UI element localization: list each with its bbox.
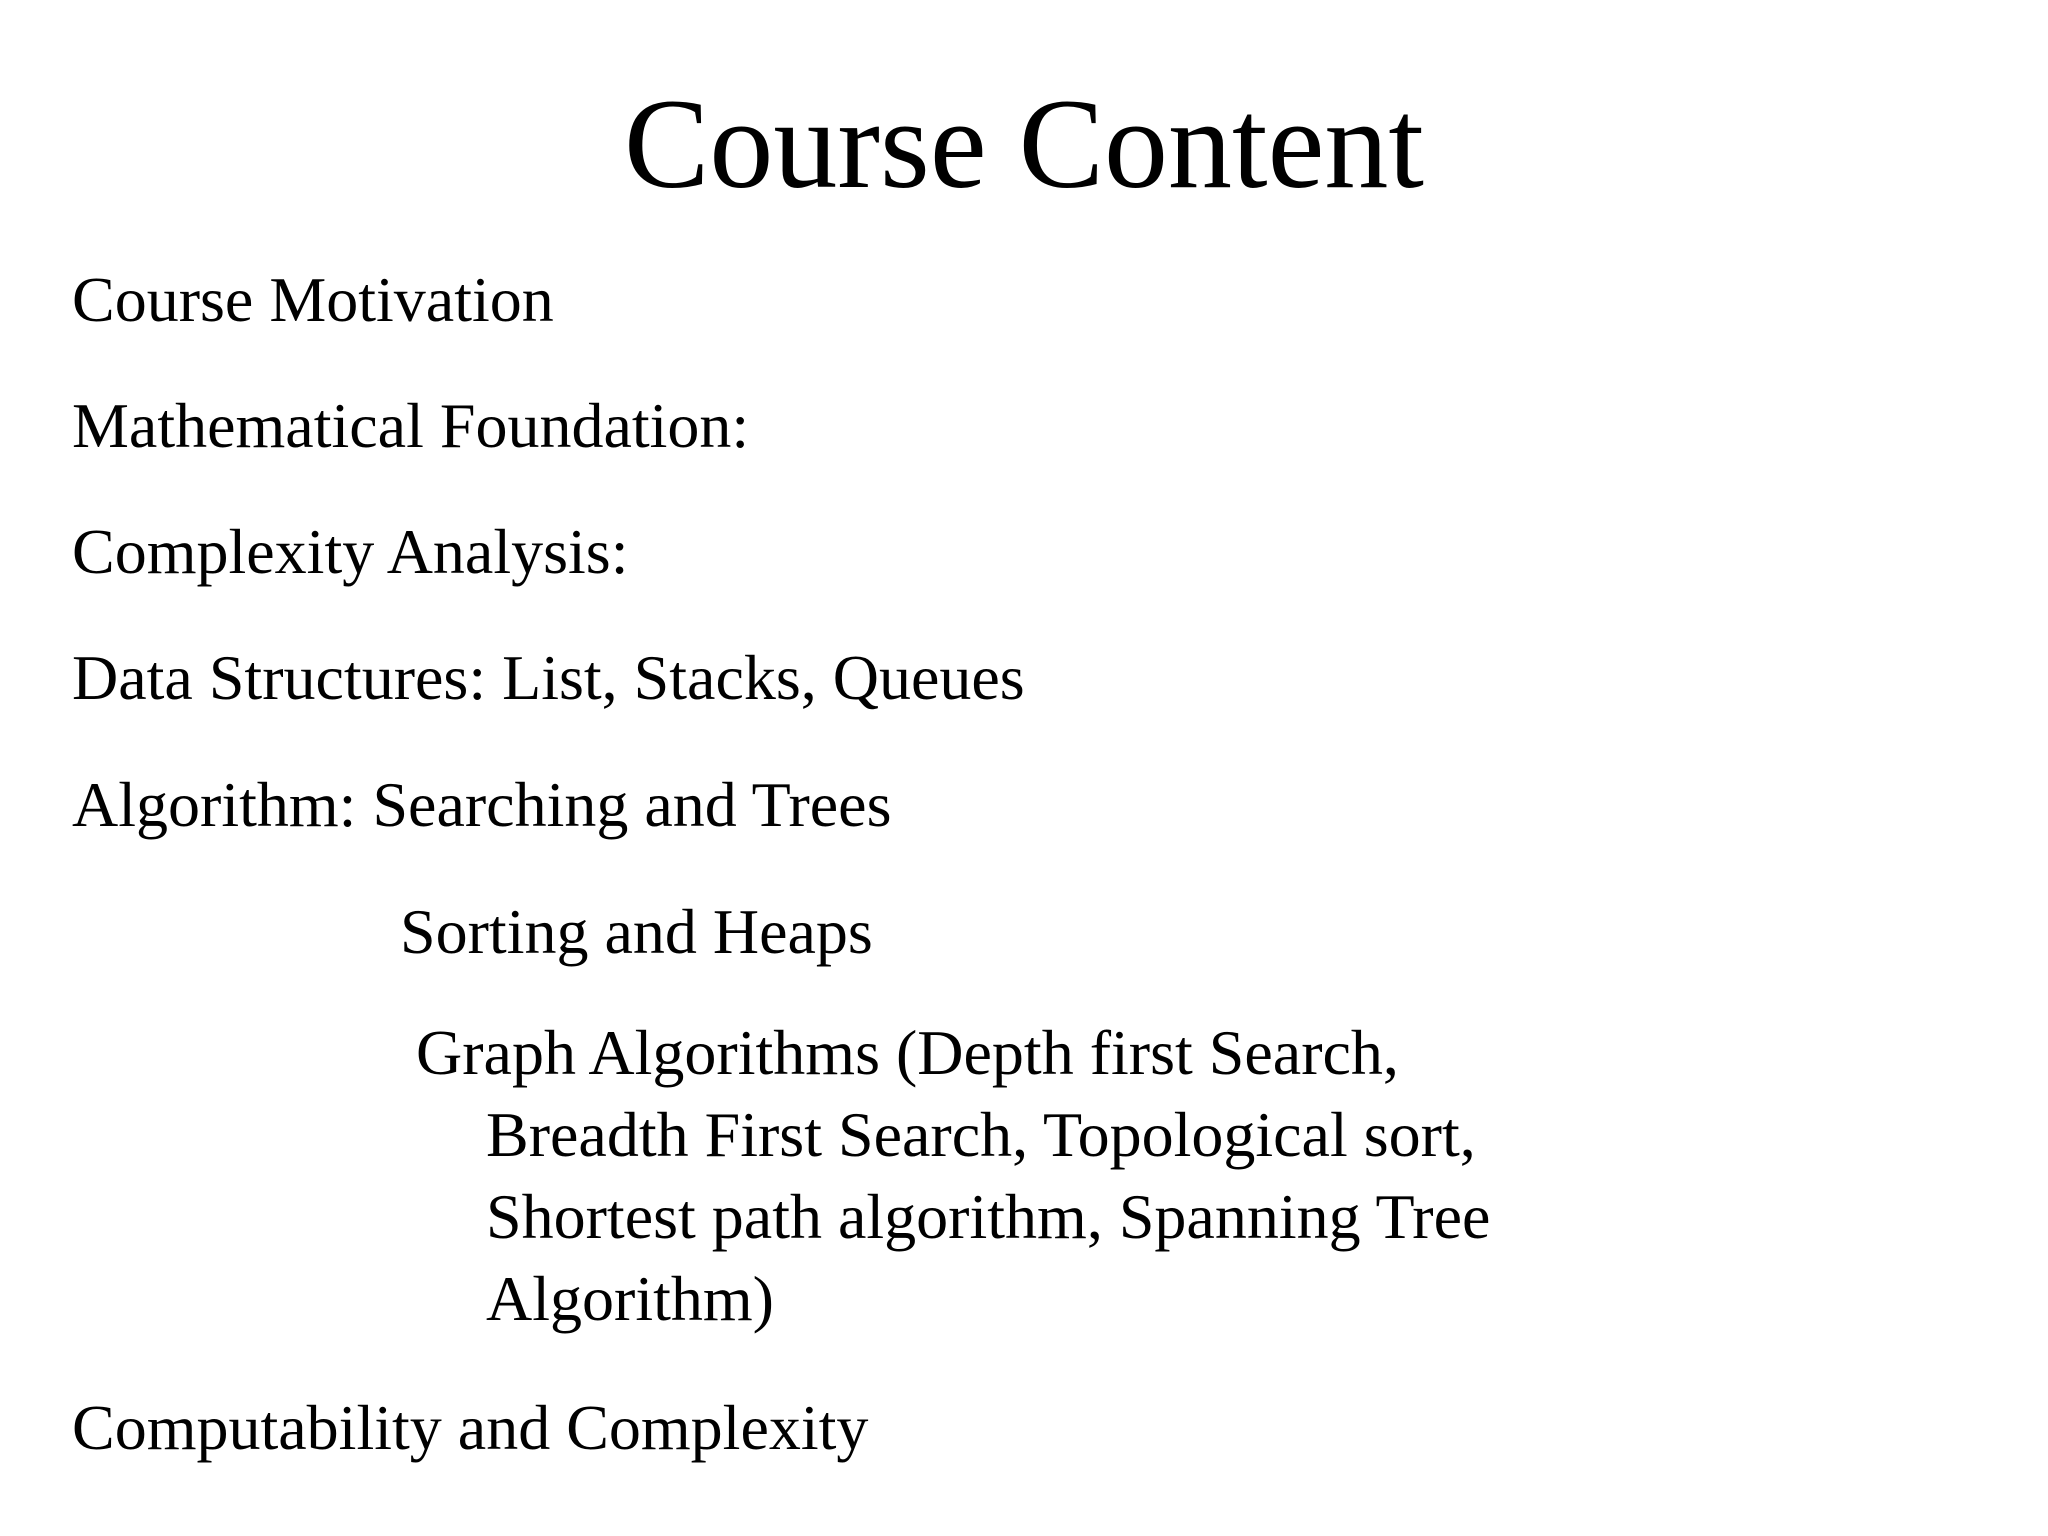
graph-algorithms-line: Breadth First Search, Topological sort,: [486, 1099, 1476, 1170]
content-item-computability-complexity: Computability and Complexity: [72, 1392, 869, 1463]
content-item-algorithm-searching-trees: Algorithm: Searching and Trees: [72, 769, 892, 840]
graph-algorithms-line: Shortest path algorithm, Spanning Tree: [486, 1181, 1491, 1252]
content-item-mathematical-foundation: Mathematical Foundation:: [72, 390, 750, 461]
content-item-course-motivation: Course Motivation: [72, 264, 554, 335]
content-subitem-sorting-heaps: Sorting and Heaps: [400, 896, 873, 967]
graph-algorithms-line: Algorithm): [486, 1263, 774, 1334]
content-subitem-graph-algorithms: [416, 1012, 1676, 1340]
content-item-complexity-analysis: Complexity Analysis:: [72, 516, 629, 587]
graph-algorithms-line: Graph Algorithms (Depth first Search,: [416, 1017, 1399, 1088]
slide-title: Course Content: [624, 73, 1424, 215]
content-item-data-structures: Data Structures: List, Stacks, Queues: [72, 642, 1025, 713]
